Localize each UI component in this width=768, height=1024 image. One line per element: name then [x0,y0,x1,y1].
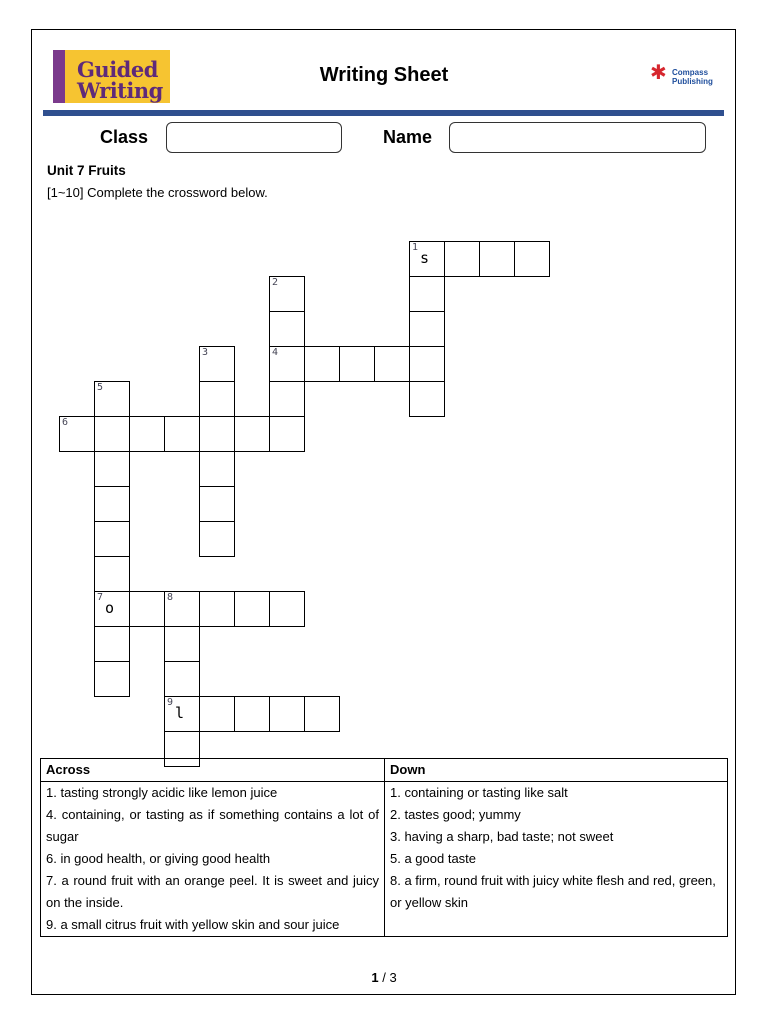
crossword-cell[interactable] [199,521,235,557]
crossword-cell[interactable] [94,591,130,627]
crossword-cell[interactable] [94,556,130,592]
crossword-cell[interactable] [269,696,305,732]
given-letter: s [420,249,430,267]
clue-table [40,758,728,937]
publisher-line-2: Publishing [672,77,713,86]
crossword-cell[interactable] [94,486,130,522]
down-clue: 1. containing or tasting like salt [390,785,568,800]
down-clue: 5. a good taste [390,851,477,866]
crossword-cell[interactable] [59,416,95,452]
crossword-cell[interactable] [164,416,200,452]
crossword-cell[interactable] [199,591,235,627]
across-header: Across [41,759,385,782]
crossword-cell[interactable] [409,381,445,417]
crossword-cell[interactable] [199,381,235,417]
crossword-cell[interactable] [164,591,200,627]
crossword-cell[interactable] [129,416,165,452]
crossword-cell[interactable] [374,346,410,382]
clue-number: 6 [62,417,69,428]
compass-publishing-logo [650,62,720,89]
crossword-cell[interactable] [94,661,130,697]
across-clue: 9. a small citrus fruit with yellow skin and sour juice [46,917,340,932]
compass-star-icon: ✱ [650,62,667,84]
crossword-cell[interactable] [514,241,550,277]
crossword-cell[interactable] [94,626,130,662]
page-indicator [0,970,768,985]
page-title: Writing Sheet [319,64,449,86]
crossword-cell[interactable] [479,241,515,277]
crossword-cell[interactable] [269,346,305,382]
logo-line-1: Guided [77,57,158,82]
crossword-cell[interactable] [409,346,445,382]
crossword-cell[interactable] [199,346,235,382]
clue-number: 8 [167,592,174,603]
crossword-cell[interactable] [129,591,165,627]
crossword-cell[interactable] [164,661,200,697]
given-letter: o [105,599,115,617]
class-label: Class [100,127,149,147]
down-clue: 8. a firm, round fruit with juicy white flesh and red, green, or yellow skin [390,873,716,910]
crossword-cell[interactable] [444,241,480,277]
crossword-cell[interactable] [269,381,305,417]
given-letter: l [175,704,185,722]
crossword-cell[interactable] [199,696,235,732]
crossword-cell[interactable] [269,416,305,452]
logo-line-2: Writing [77,78,163,103]
crossword-cell[interactable] [234,416,270,452]
crossword-cell[interactable] [94,381,130,417]
crossword-cell[interactable] [199,451,235,487]
down-clue: 3. having a sharp, bad taste; not sweet [390,829,614,844]
crossword-cell[interactable] [94,521,130,557]
crossword-cell[interactable] [234,696,270,732]
crossword-cell[interactable] [409,311,445,347]
crossword-cell[interactable] [304,696,340,732]
crossword-cell[interactable] [269,276,305,312]
name-label: Name [383,127,433,147]
clue-number: 2 [272,277,279,288]
clue-number: 5 [97,382,104,393]
clue-number: 7 [97,592,104,603]
down-header: Down [385,759,728,782]
crossword-cell[interactable] [409,241,445,277]
crossword-cell[interactable] [164,696,200,732]
total-pages: 3 [389,970,397,985]
publisher-line-1: Compass [672,68,709,77]
across-clue: 1. tasting strongly acidic like lemon juice [46,785,278,800]
class-field[interactable] [166,122,342,153]
clue-number: 4 [272,347,279,358]
across-clue: 7. a round fruit with an orange peel. It is sweet and juicy on the inside. [46,873,379,910]
page-separator: / [382,970,386,985]
crossword-cell[interactable] [304,346,340,382]
crossword-cell[interactable] [199,486,235,522]
crossword-cell[interactable] [409,276,445,312]
crossword-cell[interactable] [94,416,130,452]
clue-number: 9 [167,697,174,708]
crossword-cell[interactable] [199,416,235,452]
down-clues [385,782,728,937]
header-divider [43,110,724,116]
instruction-text: [1~10] Complete the crossword below. [47,185,268,200]
crossword-cell[interactable] [234,591,270,627]
clue-number: 1 [412,242,419,253]
across-clue: 6. in good health, or giving good health [46,851,271,866]
crossword-cell[interactable] [269,591,305,627]
across-clues [41,782,385,937]
crossword-cell[interactable] [339,346,375,382]
name-field[interactable] [449,122,706,153]
crossword-cell[interactable] [269,311,305,347]
across-clue: 4. containing, or tasting as if something contains a lot of sugar [46,807,379,844]
clue-number: 3 [202,347,209,358]
crossword-cell[interactable] [94,451,130,487]
crossword-cell[interactable] [164,626,200,662]
down-clue: 2. tastes good; yummy [390,807,521,822]
unit-title: Unit 7 Fruits [47,163,126,178]
current-page: 1 [371,970,379,985]
